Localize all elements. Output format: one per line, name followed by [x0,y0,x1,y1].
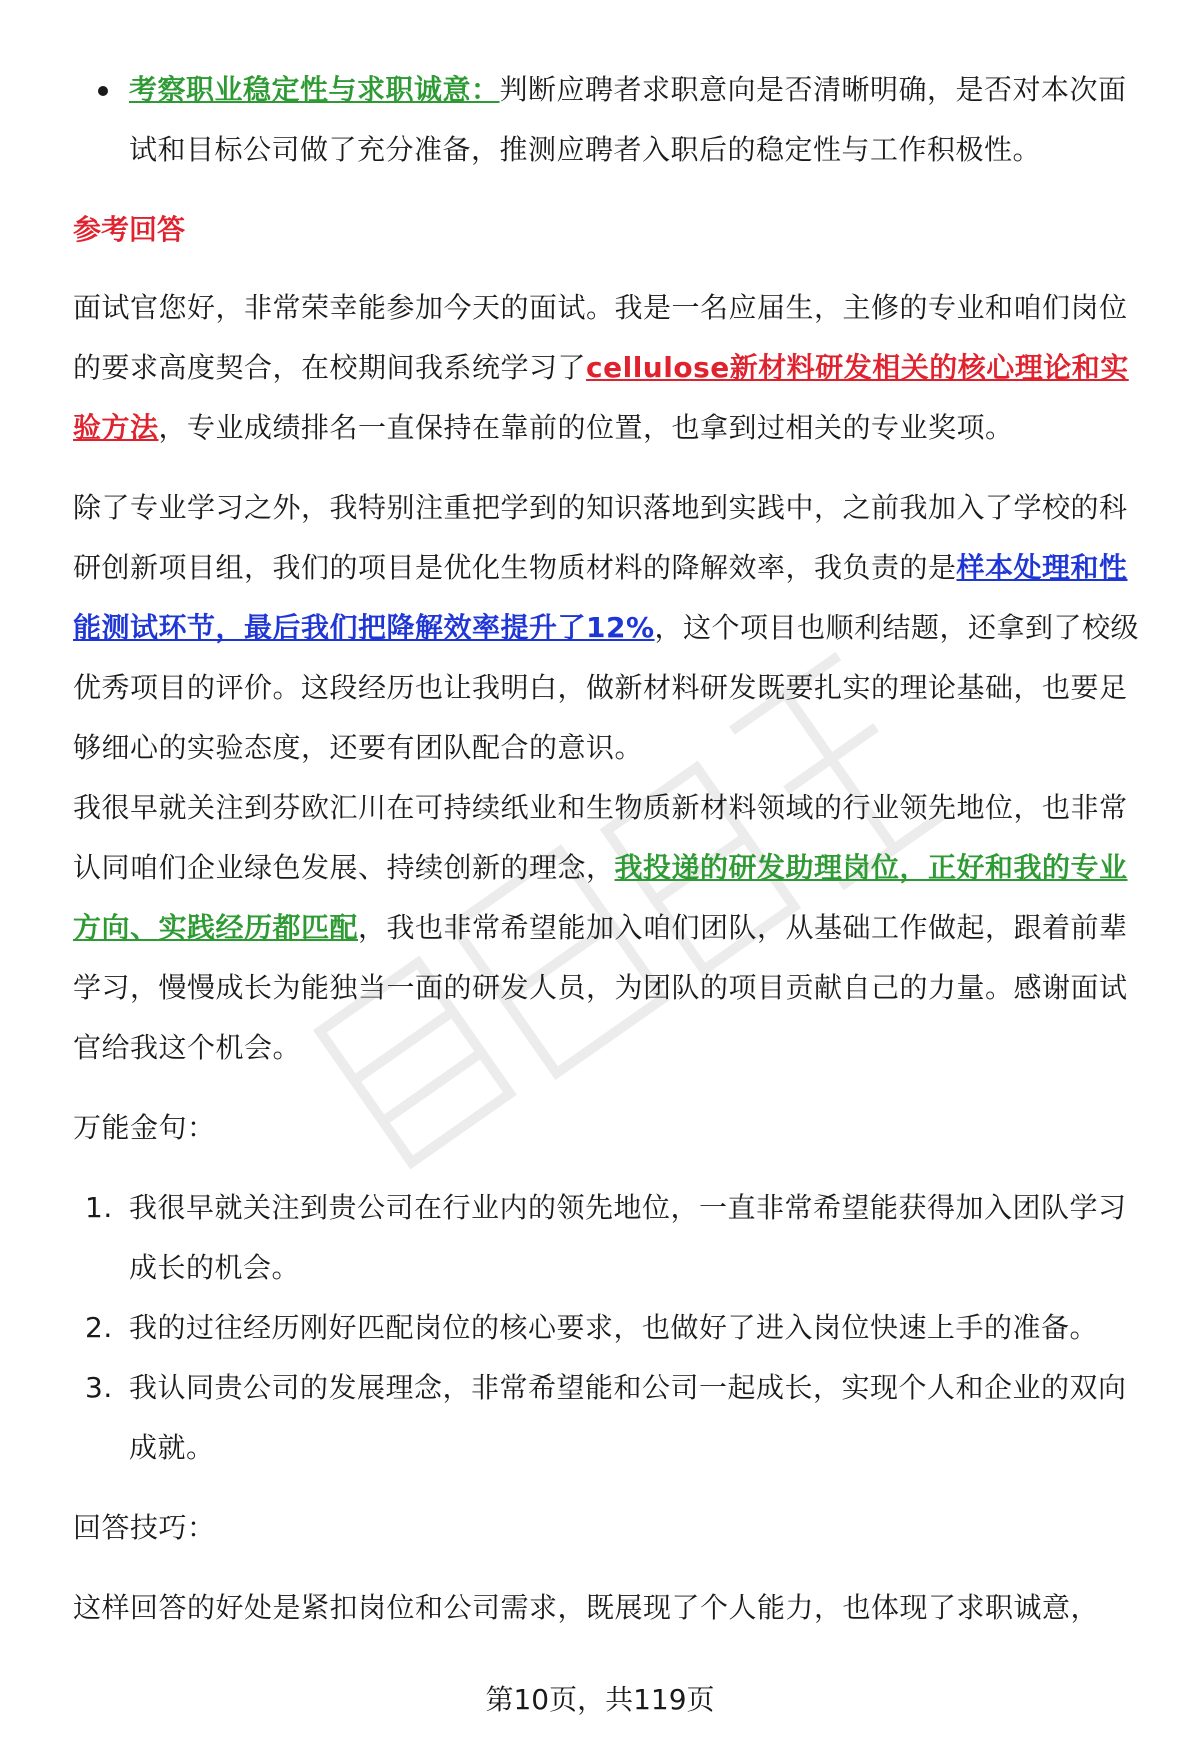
highlight-red: cellulose新材料研发相关的核心理论和实验方法 [73,351,1129,444]
criteria-text: 判断应聘者求职意向是否清晰明确，是否对本次面试和目标公司做了充分准备，推测应聘者入职后的稳定性与工作积极性。 [129,73,1127,166]
golden-sentences-list [73,1178,1153,1478]
highlight-green: 我投递的研发助理岗位，正好和我的专业方向、实践经历都匹配 [73,851,1128,944]
highlight-blue: 样本处理和性能测试环节，最后我们把降解效率提升了12% [73,551,1128,644]
criteria-bullet [73,60,1153,180]
list-number: 3. [85,1371,113,1404]
page-footer: 第10页，共119页 [485,1683,715,1716]
answer-heading: 参考回答 [73,213,186,246]
list-text: 我很早就关注到贵公司在行业内的领先地位，一直非常希望能获得加入团队学习成长的机会。 [129,1191,1127,1284]
list-item [73,1358,1153,1478]
list-item [73,1178,1153,1298]
list-item [73,1298,1153,1358]
tips-label: 回答技巧： [73,1511,216,1544]
answer-paragraph-2: 除了专业学习之外，我特别注重把学到的知识落地到实践中，之前我加入了学校的科研创新项目组，我们的项目是优化生物质材料的降解效率，我负责的是样本处理和性能测试环节，最后我们把降解效率提升了12%，这个项目也顺利结题，还拿到了校级优秀项目的评价。这段经历也让我明白，做新材料研发既要扎实的理论基础，也要足够细心的实验态度，还要有团队配合的意识。 [73,491,1140,764]
list-number: 1. [85,1191,113,1224]
bullet-dot-icon [73,60,129,120]
golden-sentences-label: 万能金句： [73,1111,216,1144]
answer-paragraph-1: 面试官您好，非常荣幸能参加今天的面试。我是一名应届生，主修的专业和咱们岗位的要求高度契合，在校期间我系统学习了cellulose新材料研发相关的核心理论和实验方法，专业成绩排名一直保持在靠前的位置，也拿到过相关的专业奖项。 [73,291,1129,444]
tips-paragraph: 这样回答的好处是紧扣岗位和公司需求，既展现了个人能力，也体现了求职诚意， [73,1591,1100,1624]
document-page [73,60,1153,1638]
list-text: 我认同贵公司的发展理念，非常希望能和公司一起成长，实现个人和企业的双向成就。 [129,1371,1127,1464]
list-number: 2. [85,1311,113,1344]
answer-paragraph-3: 我很早就关注到芬欧汇川在可持续纸业和生物质新材料领域的行业领先地位，也非常认同咱们企业绿色发展、持续创新的理念，我投递的研发助理岗位，正好和我的专业方向、实践经历都匹配，我也非常希望能加入咱们团队，从基础工作做起，跟着前辈学习，慢慢成长为能独当一面的研发人员，为团队的项目贡献自己的力量。感谢面试官给我这个机会。 [73,791,1128,1064]
list-text: 我的过往经历刚好匹配岗位的核心要求，也做好了进入岗位快速上手的准备。 [129,1311,1099,1344]
criteria-title: 考察职业稳定性与求职诚意： [129,73,500,106]
